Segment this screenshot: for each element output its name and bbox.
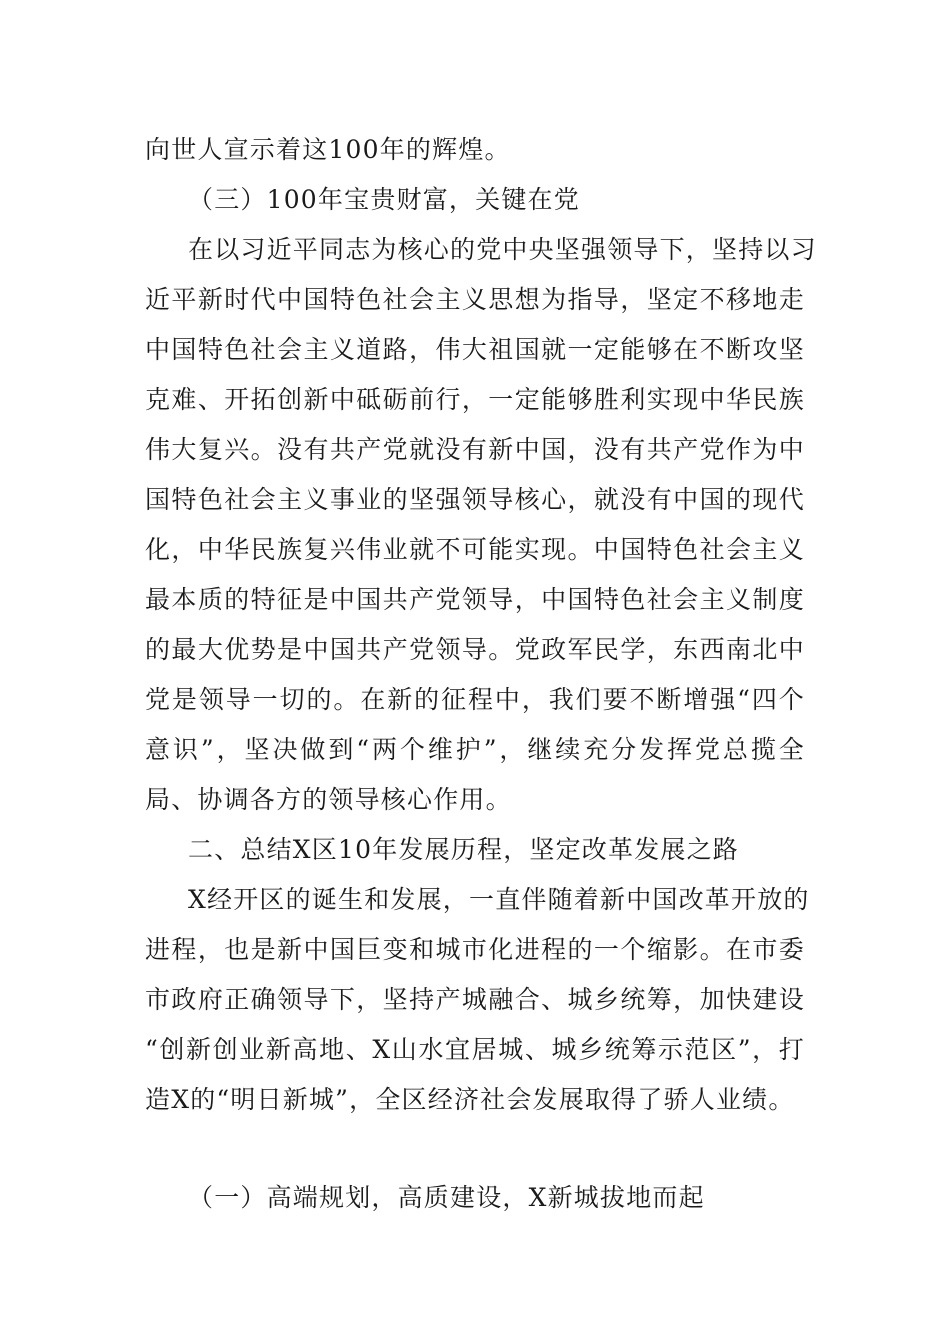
- text-line: 最本质的特征是中国共产党领导，中国特色社会主义制度: [145, 585, 805, 614]
- text-line: 近平新时代中国特色社会主义思想为指导，坚定不移地走: [145, 285, 805, 314]
- text-line: 进程，也是新中国巨变和城市化进程的一个缩影。在市委: [145, 935, 805, 964]
- text-line: 化，中华民族复兴伟业就不可能实现。中国特色社会主义: [145, 535, 805, 564]
- text-line: 造X的“明日新城”，全区经济社会发展取得了骄人业绩。: [145, 1085, 795, 1114]
- text-line: “创新创业新高地、X山水宜居城、城乡统筹示范区”，打: [145, 1035, 805, 1064]
- text-line: 在以习近平同志为核心的党中央坚强领导下，坚持以习: [188, 235, 817, 264]
- chapter-heading: 二、总结X区10年发展历程，坚定改革发展之路: [188, 835, 740, 864]
- text-line: 党是领导一切的。在新的征程中，我们要不断增强“四个: [145, 685, 805, 714]
- text-line: 局、协调各方的领导核心作用。: [145, 785, 512, 814]
- text-line: 国特色社会主义事业的坚强领导核心，就没有中国的现代: [145, 485, 805, 514]
- text-line: 向世人宣示着这100年的辉煌。: [145, 135, 511, 164]
- text-line: 克难、开拓创新中砥砺前行，一定能够胜利实现中华民族: [145, 385, 805, 414]
- text-line: 中国特色社会主义道路，伟大祖国就一定能够在不断攻坚: [145, 335, 805, 364]
- text-line: 伟大复兴。没有共产党就没有新中国，没有共产党作为中: [145, 435, 805, 464]
- section-heading: （一）高端规划，高质建设，X新城拔地而起: [188, 1183, 705, 1212]
- text-line: 市政府正确领导下，坚持产城融合、城乡统筹，加快建设: [145, 985, 805, 1014]
- text-line: 的最大优势是中国共产党领导。党政军民学，东西南北中: [145, 635, 805, 664]
- section-heading: （三）100年宝贵财富，关键在党: [188, 185, 580, 214]
- text-line: 意识”，坚决做到“两个维护”，继续充分发挥党总揽全: [145, 735, 805, 764]
- text-line: X经开区的诞生和发展，一直伴随着新中国改革开放的: [188, 885, 810, 914]
